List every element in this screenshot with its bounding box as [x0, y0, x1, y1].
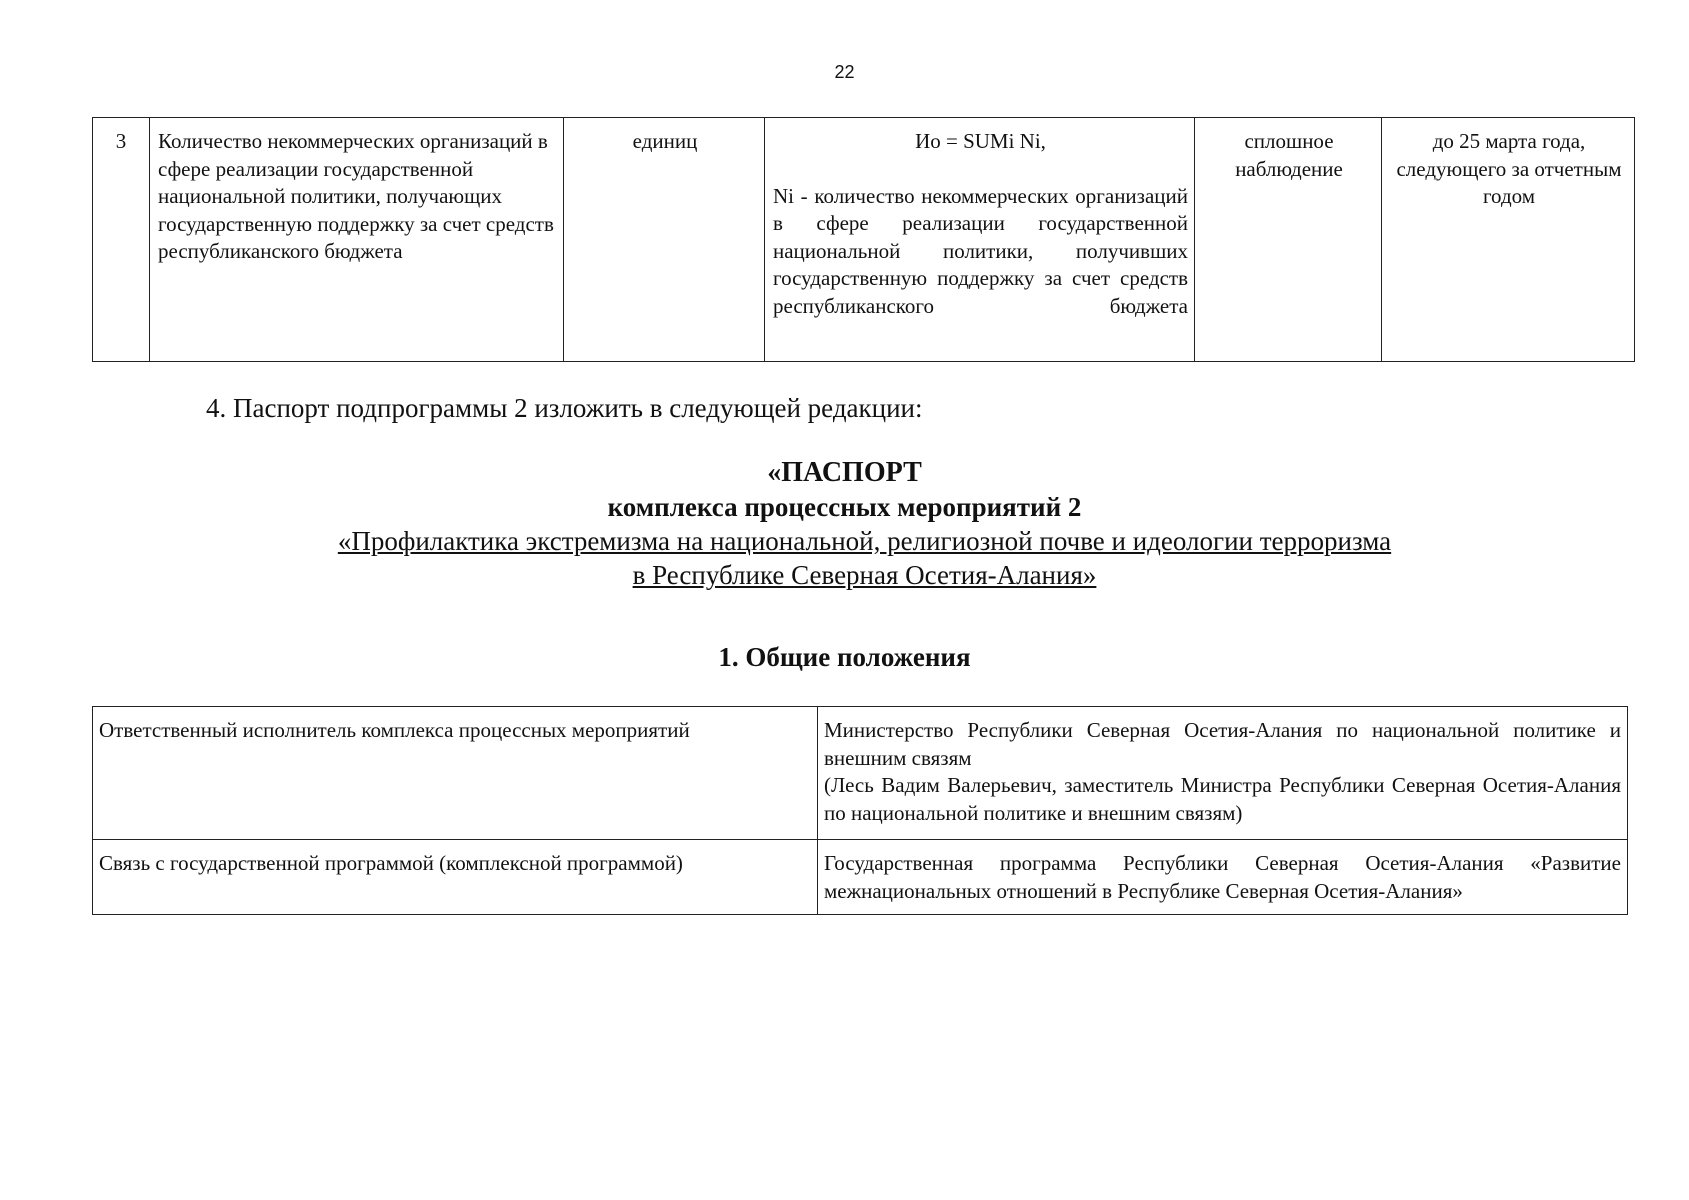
title-sub: комплекса процессных мероприятий 2 [607, 492, 1082, 522]
table-row [93, 840, 1628, 915]
title-name-line2: в Республике Северная Осетия-Алания» [632, 560, 1097, 590]
section-heading: 1. Общие положения [718, 642, 971, 672]
title-main: «ПАСПОРТ [767, 457, 922, 488]
passport-label-responsible: Ответственный исполнитель комплекса процессных мероприятий [93, 707, 818, 840]
passport-label-program-link: Связь с государственной программой (комплексной программой) [93, 840, 818, 915]
indicator-name: Количество некоммерческих организаций в сфере реализации государственной национальной политики, получающих государственную поддержку за счет средств республиканского бюджета [150, 118, 564, 362]
indicator-deadline: до 25 марта года, следующего за отчетным годом [1382, 118, 1635, 362]
indicator-method: сплошное наблюдение [1195, 118, 1382, 362]
indicator-formula: Ио = SUMi Ni, [915, 129, 1046, 153]
passport-table [92, 706, 1628, 915]
title-name-line1: «Профилактика экстремизма на национальной, религиозной почве и идеологии терроризма [337, 526, 1392, 556]
responsible-ministry: Министерство Республики Северная Осетия-Алания по национальной политике и внешним связям [824, 718, 1621, 770]
table-row [93, 707, 1628, 840]
indicator-table [92, 117, 1635, 362]
responsible-person: (Лесь Вадим Валерьевич, заместитель Министра Республики Северная Осетия-Алания по национальной политике и внешним связям) [824, 773, 1621, 825]
passport-value-responsible [818, 707, 1628, 840]
page-number: 22 [834, 62, 855, 82]
indicator-number: 3 [93, 118, 150, 362]
passport-value-program-link: Государственная программа Республики Северная Осетия-Алания «Развитие межнациональных отношений в Республике Северная Осетия-Алания» [818, 840, 1628, 915]
indicator-unit: единиц [564, 118, 765, 362]
indicator-formula-description: Ni - количество некоммерческих организаций в сфере реализации государственной национальной политики, получивших государственную поддержку за счет средств республиканского бюджета [773, 183, 1188, 318]
passport-title [0, 456, 1689, 592]
table-row [93, 118, 1635, 362]
instruction-text: 4. Паспорт подпрограммы 2 изложить в следующей редакции: [206, 393, 923, 423]
indicator-formula-cell [765, 118, 1195, 362]
